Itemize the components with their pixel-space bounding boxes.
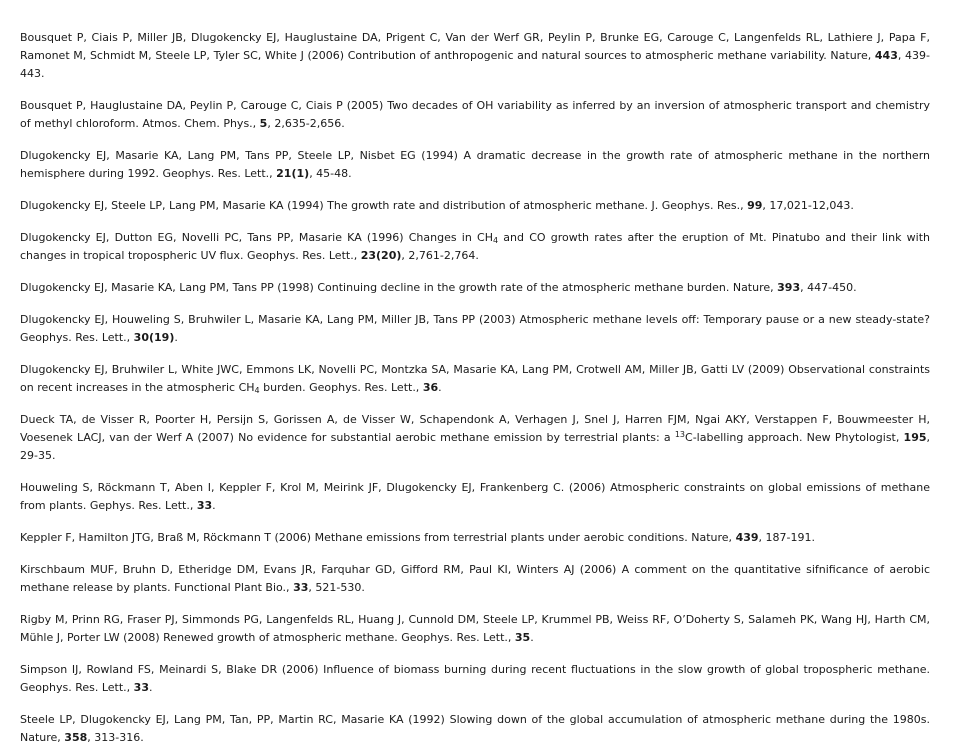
superscript: 13 [674, 430, 686, 439]
volume-number: 99 [747, 199, 763, 212]
volume-number: 443 [874, 49, 898, 62]
volume-number: 21(1) [276, 167, 310, 180]
volume-number: 439 [735, 531, 759, 544]
reference-entry: Houweling S, Röckmann T, Aben I, Keppler F, Krol M, Meirink JF, Dlugokencky EJ, Frankenberg C. (2006) Atmospheric constraints on global emissions of methane from plants. Gephys. Res. Lett., 33. [20, 481, 930, 512]
subscript: 4 [492, 236, 499, 245]
volume-number: 393 [777, 281, 801, 294]
reference-list [20, 29, 930, 747]
reference-entry: Dlugokencky EJ, Steele LP, Lang PM, Masarie KA (1994) The growth rate and distribution of atmospheric methane. J. Geophys. Res., 99, 17,021-12,043. [20, 199, 854, 212]
reference-entry: Steele LP, Dlugokencky EJ, Lang PM, Tan, PP, Martin RC, Masarie KA (1992) Slowing down of the global accumulation of atmospheric methane during the 1980s. Nature, 358, 313-316. [20, 713, 930, 744]
reference-entry: Bousquet P, Hauglustaine DA, Peylin P, Carouge C, Ciais P (2005) Two decades of OH variability as inferred by an inversion of atmospheric transport and chemistry of methyl chloroform. Atmos. Chem. Phys., 5, 2,635-2,656. [20, 99, 930, 130]
volume-number: 5 [259, 117, 268, 130]
volume-number: 195 [903, 431, 927, 444]
reference-entry: Dlugokencky EJ, Bruhwiler L, White JWC, Emmons LK, Novelli PC, Montzka SA, Masarie KA, Lang PM, Crotwell AM, Miller JB, Gatti LV (2009) Observational constraints on recent increases in the atmospheric $CH_4$ burden. Geophys. Res. Lett., 36. [20, 363, 930, 395]
volume-number: 23(20) [360, 249, 402, 262]
volume-number: 33 [196, 499, 213, 512]
reference-entry: Dlugokencky EJ, Dutton EG, Novelli PC, Tans PP, Masarie KA (1996) Changes in $CH_4$ and CO growth rates after the eruption of Mt. Pinatubo and their link with changes in tropical tropospheric UV flux. Geophys. Res. Lett., 23(20), 2,761-2,764. [20, 231, 931, 262]
reference-entry: Bousquet P, Ciais P, Miller JB, Dlugokencky EJ, Hauglustaine DA, Prigent C, Van der Werf GR, Peylin P, Brunke EG, Carouge C, Langenfelds RL, Lathiere J, Papa F, Ramonet M, Schmidt M, Steele LP, Tyler SC, White J (2006) Contribution of anthropogenic and natural sources to atmospheric methane variability. Nature, 443, 439-443. [20, 31, 930, 80]
volume-number: 33 [293, 581, 309, 594]
reference-entry: Rigby M, Prinn RG, Fraser PJ, Simmonds PG, Langenfelds RL, Huang J, Cunnold DM, Steele LP, Krummel PB, Weiss RF, O’Doherty S, Salameh PK, Wang HJ, Harth CM, Mühle J, Porter LW (2008) Renewed growth of atmospheric methane. Geophys. Res. Lett., 35. [20, 613, 930, 644]
subscript: 4 [254, 386, 260, 395]
volume-number: 358 [64, 731, 88, 744]
reference-entry: Dlugokencky EJ, Houweling S, Bruhwiler L, Masarie KA, Lang PM, Miller JB, Tans PP (2003) Atmospheric methane levels off: Temporary pause or a new steady-state? Geophys. Res. Lett., 30(19). [20, 313, 930, 344]
reference-entry: Dueck TA, de Visser R, Poorter H, Persijn S, Gorissen A, de Visser W, Schapendonk A, Verhagen J, Snel J, Harren FJM, Ngai AKY, Verstappen F, Bouwmeester H, Voesenek LACJ, van der Werf A (2007) No evidence for substantial aerobic methane emission by terrestrial plants: a $^{13}$C-labelling approach. New Phytologist, 195, 29-35. [20, 413, 931, 462]
volume-number: 36 [422, 381, 439, 394]
reference-entry: Dlugokencky EJ, Masarie KA, Lang PM, Tans PP, Steele LP, Nisbet EG (1994) A dramatic decrease in the growth rate of atmospheric methane in the northern hemisphere during 1992. Geophys. Res. Lett., 21(1), 45-48. [20, 149, 930, 180]
reference-entry: Keppler F, Hamilton JTG, Braß M, Röckmann T (2006) Methane emissions from terrestrial plants under aerobic conditions. Nature, 439, 187-191. [20, 531, 815, 544]
reference-entry: Dlugokencky EJ, Masarie KA, Lang PM, Tans PP (1998) Continuing decline in the growth rate of the atmospheric methane burden. Nature, 393, 447-450. [20, 281, 857, 294]
volume-number: 30(19) [133, 331, 175, 344]
reference-entry: Simpson IJ, Rowland FS, Meinardi S, Blake DR (2006) Influence of biomass burning during recent fluctuations in the slow growth of global tropospheric methane. Geophys. Res. Lett., 33. [20, 663, 930, 694]
volume-number: 33 [133, 681, 149, 694]
volume-number: 35 [514, 631, 531, 644]
reference-entry: Kirschbaum MUF, Bruhn D, Etheridge DM, Evans JR, Farquhar GD, Gifford RM, Paul KI, Winters AJ (2006) A comment on the quantitative sifnificance of aerobic methane release by plants. Functional Plant Bio., 33, 521-530. [20, 563, 930, 594]
